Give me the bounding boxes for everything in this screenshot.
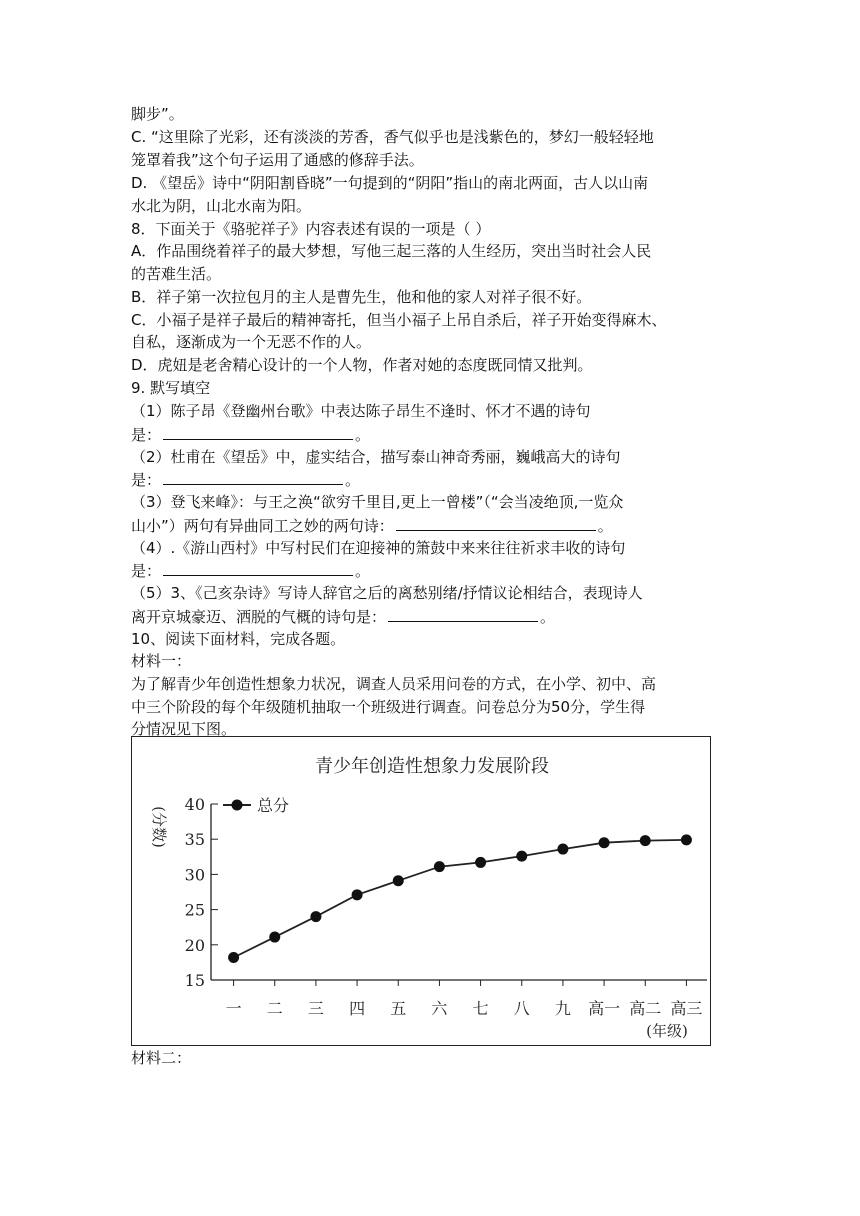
line-text: 为了解青少年创造性想象力状况，调查人员采用问卷的方式，在小学、初中、高 <box>131 675 657 693</box>
line-text: 材料一： <box>131 652 192 670</box>
data-point <box>434 861 445 872</box>
x-tick-label: 六 <box>431 999 448 1018</box>
line-text: 是： <box>131 426 162 444</box>
line-text: 是： <box>131 562 162 580</box>
x-tick-label: 五 <box>390 999 407 1018</box>
line-text: 的苦难生活。 <box>131 265 222 283</box>
data-point <box>393 875 404 886</box>
chart-title: 青少年创造性想象力发展阶段 <box>315 756 549 777</box>
text-line <box>131 126 654 148</box>
line-text: B．祥子第一次拉包月的主人是曹先生，他和他的家人对祥子很不好。 <box>131 288 592 306</box>
line-text: 10、阅读下面材料，完成各题。 <box>131 630 346 648</box>
data-point <box>269 932 280 943</box>
text-line <box>131 172 648 194</box>
answer-blank[interactable] <box>163 559 353 576</box>
data-point <box>681 834 692 845</box>
line-text: 分情况见下图。 <box>131 720 237 738</box>
fill-item-3-answer <box>131 514 613 537</box>
question-8-title <box>131 218 490 240</box>
answer-blank[interactable] <box>163 468 343 485</box>
line-text: D. 《望岳》诗中“阴阳割昏晓”一句提到的“阴阳”指山的南北两面，古人以山南 <box>131 174 649 192</box>
y-tick-label: 40 <box>184 795 205 814</box>
fill-item-3 <box>131 491 623 513</box>
data-point <box>516 851 527 862</box>
line-chart <box>132 737 710 1045</box>
material-1-label <box>131 650 191 672</box>
text-line <box>131 103 184 125</box>
material-2-label <box>131 1047 191 1069</box>
x-tick-label: 一 <box>225 999 242 1018</box>
line-text: 8．下面关于《骆驼祥子》内容表述有误的一项是（ ） <box>131 220 491 238</box>
line-text: 9. 默写填空 <box>131 379 211 397</box>
line-text: （2）杜甫在《望岳》中，虚实结合，描写泰山神奇秀丽，巍峨高大的诗句 <box>131 448 621 466</box>
line-text: （3）登飞来峰》：与王之涣“欲穷千里目,更上一曾楼”（“会当凌绝顶,一览众 <box>131 493 624 511</box>
line-text: （4）.《游山西村》中写村民们在迎接神的箫鼓中来来往往祈求丰收的诗句 <box>131 539 626 557</box>
line-text: C．小福子是祥子最后的精神寄托，但当小福子上吊自杀后，祥子开始变得麻木、 <box>131 311 667 329</box>
fill-item-2 <box>131 446 621 468</box>
x-tick-label: 八 <box>513 999 530 1018</box>
line-text: （5）3、《己亥杂诗》写诗人辞官之后的离愁别绪/抒情议论相结合，表现诗人 <box>131 584 643 602</box>
option-a <box>131 240 651 262</box>
x-tick-label: 四 <box>349 999 366 1018</box>
data-point <box>599 837 610 848</box>
data-point <box>557 844 568 855</box>
period: 。 <box>355 426 371 444</box>
fill-item-4 <box>131 537 625 559</box>
fill-item-2-answer <box>131 468 360 491</box>
x-tick-label: 高一 <box>588 999 621 1018</box>
axes <box>185 795 707 1018</box>
x-tick-label: 高二 <box>629 999 662 1018</box>
x-tick-label: 九 <box>554 999 571 1018</box>
answer-blank[interactable] <box>396 514 596 531</box>
data-point <box>228 952 239 963</box>
line-text: 山小”）两句有异曲同工之妙的两句诗： <box>131 517 394 535</box>
text-line <box>131 195 311 217</box>
material-1-text <box>131 696 645 718</box>
question-10-title <box>131 628 345 650</box>
fill-item-1 <box>131 400 591 422</box>
y-tick-label: 30 <box>184 865 205 885</box>
data-point <box>352 889 363 900</box>
line-text: 是： <box>131 471 162 489</box>
text-line <box>131 331 371 353</box>
period: 。 <box>345 471 361 489</box>
plot-area <box>228 834 692 963</box>
line-text: A．作品围绕着祥子的最大梦想，写他三起三落的人生经历，突出当时社会人民 <box>131 242 652 260</box>
line-text: （1）陈子昂《登幽州台歌》中表达陈子昂生不逢时、怀才不遇的诗句 <box>131 402 591 420</box>
fill-item-4-answer <box>131 559 370 582</box>
option-d <box>131 354 593 376</box>
text-line <box>131 263 221 285</box>
y-tick-label: 25 <box>184 900 205 920</box>
line-text: 离开京城豪迈、洒脱的气概的诗句是： <box>131 608 387 626</box>
option-c <box>131 309 666 331</box>
y-tick-label: 15 <box>184 971 205 990</box>
chart-figure <box>131 736 711 1046</box>
fill-item-5-answer <box>131 605 555 628</box>
x-tick-label: 高三 <box>670 999 703 1018</box>
fill-item-1-answer <box>131 423 370 446</box>
y-axis-label: (分数) <box>150 806 168 848</box>
y-tick-label: 20 <box>184 935 205 955</box>
line-text: 自私，逐渐成为一个无恶不作的人。 <box>131 333 372 351</box>
x-tick-label: 七 <box>472 999 489 1018</box>
series-line <box>234 840 687 958</box>
material-1-text <box>131 673 656 695</box>
x-tick-label: 三 <box>307 999 324 1018</box>
period: 。 <box>355 562 371 580</box>
line-text: 笼罩着我”这个句子运用了通感的修辞手法。 <box>131 151 424 169</box>
period: 。 <box>597 517 613 535</box>
line-text: 脚步”。 <box>131 105 184 123</box>
period: 。 <box>540 608 556 626</box>
x-tick-label: 二 <box>266 999 283 1018</box>
text-line <box>131 149 424 171</box>
fill-item-5 <box>131 582 643 604</box>
data-point <box>310 911 321 922</box>
x-axis-label: (年级) <box>646 1022 688 1040</box>
y-tick-label: 35 <box>184 830 205 850</box>
data-point <box>640 835 651 846</box>
legend-label: 总分 <box>257 796 290 815</box>
line-text: C. “这里除了光彩，还有淡淡的芳香，香气似乎也是浅紫色的，梦幻一般轻轻地 <box>131 128 654 146</box>
answer-blank[interactable] <box>388 605 538 622</box>
data-point <box>475 857 486 868</box>
line-text: 水北为阴，山北水南为阳。 <box>131 197 312 215</box>
line-text: 材料二： <box>131 1049 192 1067</box>
question-9-title <box>131 377 210 399</box>
legend-marker <box>232 800 243 811</box>
option-b <box>131 286 591 308</box>
line-text: 中三个阶段的每个年级随机抽取一个班级进行调查。问卷总分为50分，学生得 <box>131 698 646 716</box>
answer-blank[interactable] <box>163 423 353 440</box>
line-text: D．虎妞是老舍精心设计的一个人物，作者对她的态度既同情又批判。 <box>131 356 593 374</box>
